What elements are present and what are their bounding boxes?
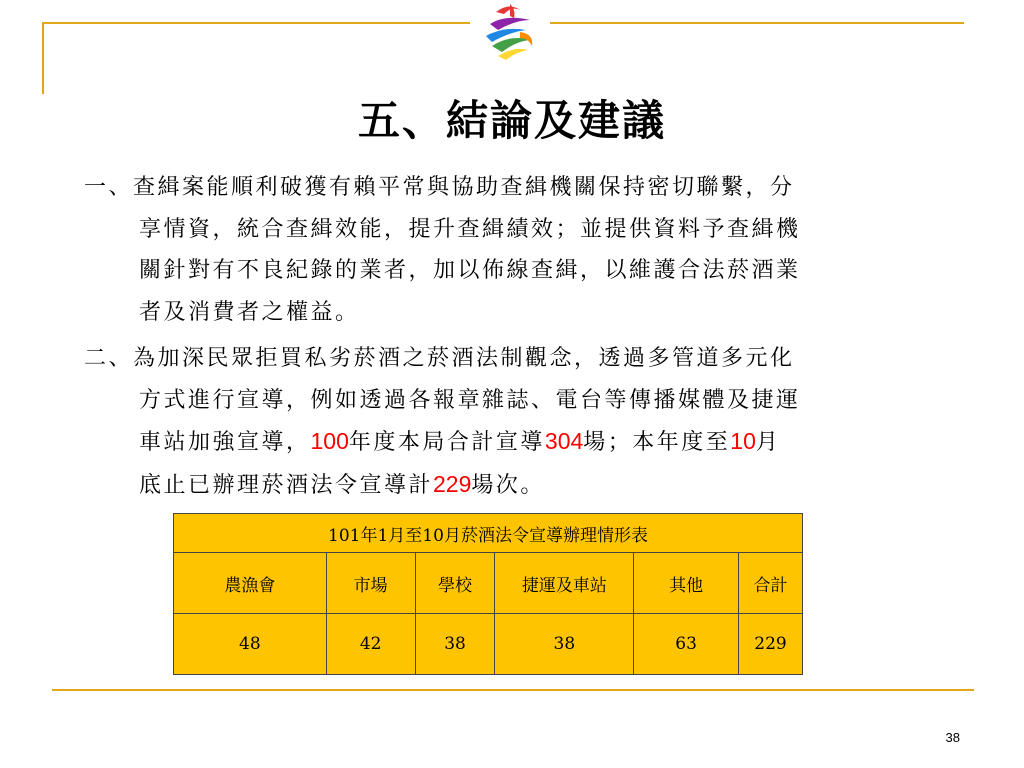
conclusion-paragraph-2	[84, 338, 924, 506]
paragraph-line: 者及消費者之權益。	[139, 299, 360, 325]
table-cell: 42	[326, 614, 415, 675]
table-header-cell: 合計	[739, 553, 803, 614]
table-cell: 38	[495, 614, 634, 675]
table-header-cell: 農漁會	[174, 553, 327, 614]
slide-title: 五、結論及建議	[357, 96, 666, 145]
highlight-number: 229	[433, 470, 472, 497]
table-cell: 63	[634, 614, 739, 675]
table-cell: 38	[415, 614, 495, 675]
table-header-cell: 其他	[634, 553, 739, 614]
table-row	[174, 614, 803, 675]
text-segment: 車站加強宣導，	[139, 430, 311, 455]
bottom-divider-line	[52, 689, 974, 691]
highlight-number: 304	[544, 428, 584, 454]
table-cell: 229	[739, 614, 803, 675]
text-segment: 場；本年度至	[583, 430, 731, 455]
paragraph-line: 二、為加深民眾拒買私劣菸酒之菸酒法制觀念，透過多管道多元化	[84, 346, 795, 371]
paragraph-line	[84, 421, 924, 464]
logo-icon	[476, 2, 542, 62]
table-caption-row	[174, 514, 803, 553]
paragraph-line: 方式進行宣導，例如透過各報章雜誌、電台等傳播媒體及捷運	[139, 387, 801, 413]
paragraph-line: 享情資，統合查緝效能，提升查緝績效；並提供資料予查緝機	[139, 216, 801, 242]
table-header-cell: 市場	[326, 553, 415, 614]
highlight-number: 10	[730, 428, 756, 454]
text-segment: 底止已辦理菸酒法令宣導計	[139, 472, 434, 498]
text-segment: 月	[755, 430, 781, 455]
highlight-number: 100	[310, 428, 349, 454]
promotion-stats-table	[173, 513, 803, 675]
table-cell: 48	[174, 614, 327, 675]
table-header-row	[174, 553, 803, 614]
table-caption: 101年1月至10月菸酒法令宣導辦理情形表	[174, 514, 803, 553]
conclusion-paragraph-1	[84, 167, 924, 333]
logo	[470, 0, 550, 62]
table-header-cell: 學校	[415, 553, 495, 614]
paragraph-line: 關針對有不良紀錄的業者，加以佈線查緝，以維護合法菸酒業	[139, 258, 801, 283]
paragraph-line: 一、查緝案能順利破獲有賴平常與協助查緝機關保持密切聯繫，分	[84, 175, 795, 200]
paragraph-line	[84, 464, 924, 507]
table-header-cell: 捷運及車站	[495, 553, 634, 614]
text-segment: 場次。	[471, 472, 545, 498]
left-divider-line	[42, 22, 44, 94]
text-segment: 年度本局合計宣導	[348, 430, 545, 455]
page-number: 38	[945, 730, 960, 745]
